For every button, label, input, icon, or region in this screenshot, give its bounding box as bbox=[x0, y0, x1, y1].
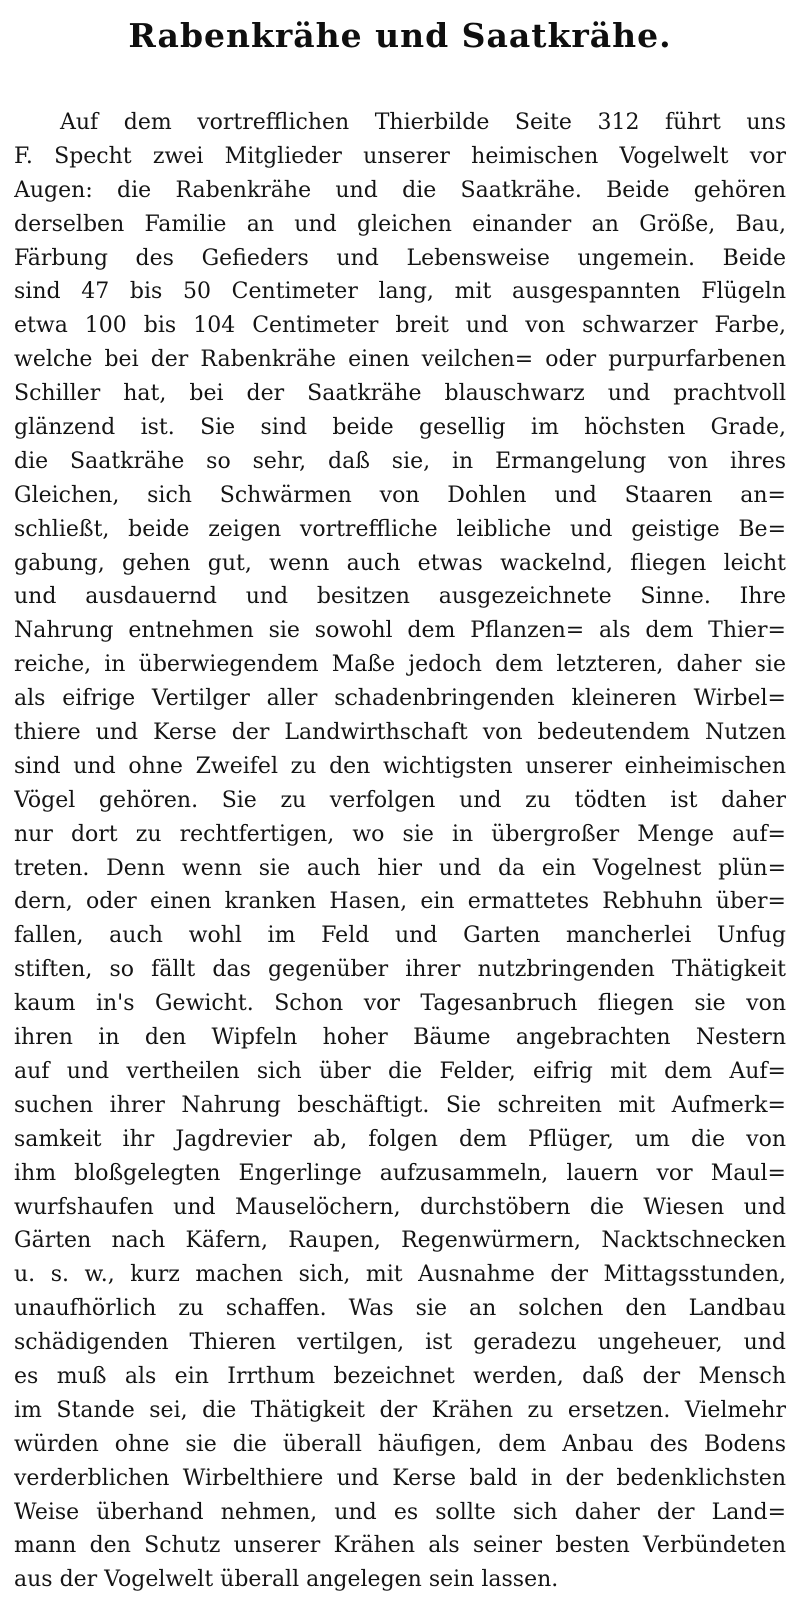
text-line: welche bei der Rabenkrähe einen veilchen= oder purpurfarbenen bbox=[14, 347, 786, 373]
text-line: glänzend ist. Sie sind beide gesellig im höchsten Grade, bbox=[14, 415, 786, 441]
text-line: als eifrige Vertilger aller schadenbringenden kleineren Wirbel= bbox=[14, 686, 786, 712]
text-line: ihm bloßgelegten Engerlinge aufzusammeln, lauern vor Maul= bbox=[14, 1160, 786, 1186]
text-line: schließt, beide zeigen vortreffliche leibliche und geistige Be= bbox=[14, 516, 786, 542]
text-line: verderblichen Wirbelthiere und Kerse bald in der bedenklichsten bbox=[14, 1465, 786, 1491]
text-line: stiften, so fällt das gegenüber ihrer nutzbringenden Thätigkeit bbox=[14, 957, 786, 983]
text-line: Färbung des Gefieders und Lebensweise ungemein. Beide bbox=[14, 245, 786, 271]
text-line: aus der Vogelwelt überall angelegen sein lassen. bbox=[14, 1567, 559, 1593]
text-line: unaufhörlich zu schaffen. Was sie an solchen den Landbau bbox=[14, 1296, 786, 1322]
text-line: samkeit ihr Jagdrevier ab, folgen dem Pflüger, um die von bbox=[14, 1126, 786, 1152]
text-line: Schiller hat, bei der Saatkrähe blauschwarz und prachtvoll bbox=[14, 381, 786, 407]
text-line: auf und vertheilen sich über die Felder, eifrig mit dem Auf= bbox=[14, 1058, 786, 1084]
text-line: sind und ohne Zweifel zu den wichtigsten unserer einheimischen bbox=[14, 753, 786, 779]
text-line: sind 47 bis 50 Centimeter lang, mit ausgespannten Flügeln bbox=[14, 279, 786, 305]
text-line: thiere und Kerse der Landwirthschaft von bedeutendem Nutzen bbox=[14, 720, 786, 746]
text-line: u. s. w., kurz machen sich, mit Ausnahme der Mittagsstunden, bbox=[14, 1262, 786, 1288]
text-line: nur dort zu rechtfertigen, wo sie in übergroßer Menge auf= bbox=[14, 821, 786, 847]
text-line: Nahrung entnehmen sie sowohl dem Pflanzen= als dem Thier= bbox=[14, 618, 786, 644]
text-line: fallen, auch wohl im Feld und Garten mancherlei Unfug bbox=[14, 923, 786, 949]
text-line: im Stande sei, die Thätigkeit der Krähen zu ersetzen. Vielmehr bbox=[14, 1397, 786, 1423]
text-line: gabung, gehen gut, wenn auch etwas wackelnd, fliegen leicht bbox=[14, 550, 786, 576]
text-line: mann den Schutz unserer Krähen als seiner besten Verbündeten bbox=[14, 1533, 786, 1559]
text-line: dern, oder einen kranken Hasen, ein ermattetes Rebhuhn über= bbox=[14, 889, 786, 915]
article-title: Rabenkrähe und Saatkrähe. bbox=[128, 16, 672, 55]
text-line: Auf dem vortrefflichen Thierbilde Seite 312 führt uns bbox=[60, 110, 786, 135]
text-line: Gleichen, sich Schwärmen von Dohlen und Staaren an= bbox=[14, 482, 786, 508]
text-line: treten. Denn wenn sie auch hier und da ein Vogelnest plün= bbox=[14, 855, 786, 881]
article-body bbox=[14, 106, 786, 1597]
text-line: Weise überhand nehmen, und es sollte sich daher der Land= bbox=[14, 1499, 786, 1525]
text-line: ihren in den Wipfeln hoher Bäume angebrachten Nestern bbox=[14, 1025, 786, 1051]
text-line: kaum in's Gewicht. Schon vor Tagesanbruch fliegen sie von bbox=[14, 991, 786, 1017]
text-line: derselben Familie an und gleichen einander an Größe, Bau, bbox=[14, 211, 786, 237]
text-line: und ausdauernd und besitzen ausgezeichnete Sinne. Ihre bbox=[14, 584, 786, 610]
text-line: die Saatkrähe so sehr, daß sie, in Ermangelung von ihres bbox=[14, 448, 786, 474]
text-line: würden ohne sie die überall häufigen, dem Anbau des Bodens bbox=[14, 1431, 786, 1457]
text-line: suchen ihrer Nahrung beschäftigt. Sie schreiten mit Aufmerk= bbox=[14, 1092, 786, 1118]
text-line: F. Specht zwei Mitglieder unserer heimischen Vogelwelt vor bbox=[14, 143, 786, 169]
text-line: reiche, in überwiegendem Maße jedoch dem letzteren, daher sie bbox=[14, 652, 786, 678]
text-line: Augen: die Rabenkrähe und die Saatkrähe. Beide gehören bbox=[14, 177, 786, 203]
text-line: Vögel gehören. Sie zu verfolgen und zu tödten ist daher bbox=[14, 787, 786, 813]
text-line: es muß als ein Irrthum bezeichnet werden, daß der Mensch bbox=[14, 1363, 786, 1389]
text-line: Gärten nach Käfern, Raupen, Regenwürmern, Nacktschnecken bbox=[14, 1228, 786, 1254]
text-line: schädigenden Thieren vertilgen, ist geradezu ungeheuer, und bbox=[14, 1330, 786, 1356]
text-line: etwa 100 bis 104 Centimeter breit und von schwarzer Farbe, bbox=[14, 313, 786, 339]
text-line: wurfshaufen und Mauselöchern, durchstöbern die Wiesen und bbox=[14, 1194, 786, 1220]
